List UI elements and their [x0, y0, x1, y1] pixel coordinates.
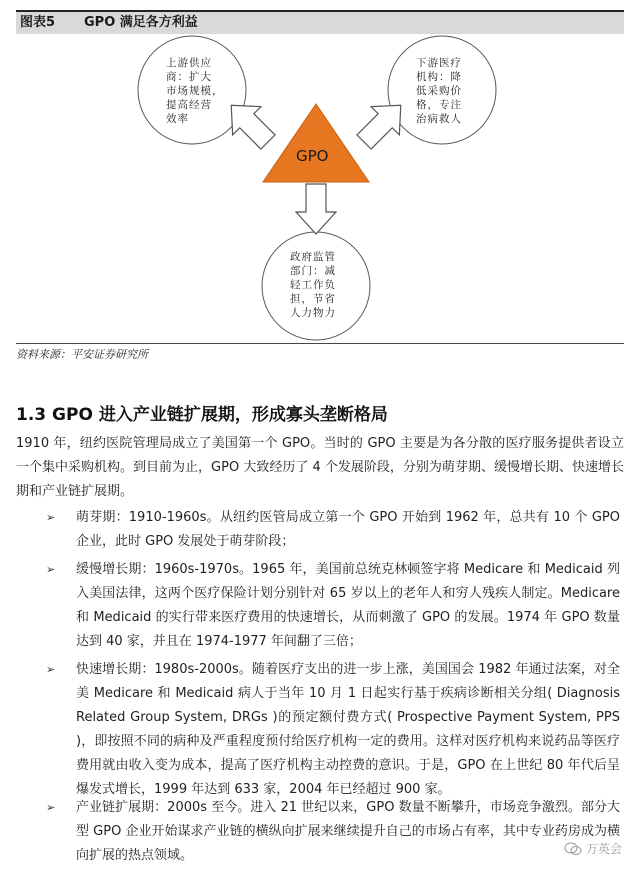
watermark-text: 万英会 — [585, 842, 622, 856]
gpo-triangle — [263, 104, 369, 182]
bullet-marker-icon: ➢ — [46, 663, 56, 676]
bullet-marker-icon: ➢ — [46, 801, 56, 814]
figure-header — [16, 10, 624, 34]
upstream-text: 上游供应 商：扩大 市场规模， 提高经营 效率 — [166, 57, 224, 125]
gpo-center-label: GPO — [296, 147, 329, 165]
bullet-marker-icon: ➢ — [46, 563, 56, 576]
government-text: 政府监管 部门：减 轻工作负 担，节省 人力物力 — [290, 251, 336, 319]
downstream-text: 下游医疗 机构：降 低采购价 格，专注 治病救人 — [416, 57, 462, 125]
stage-rapid-growth: 快速增长期：1980s-2000s。随着医疗支出的进一步上涨，美国国会 1982 年通过法案，对全美 Medicare 和 Medicaid 病人于当年 10 月 1 日起实行基于疾病诊断相关分组( Diagnosis Related Group System, DRGs )的预定额付费方式( Prospective Payment System, PPS )，即按照不同的病种及严重程度预付给医疗机构一定的费用。这样对医疗机构来说药品等医疗费用就由收入变为成本，提高了医疗机构主动控费的意识。于是，GPO 在上世纪 80 年代后呈爆发式增长，1999 年达到 633 家，2004 年已经超过 900 家。 — [76, 662, 620, 797]
watermark — [564, 840, 622, 857]
intro-paragraph: 1910 年，纽约医院管理局成立了美国第一个 GPO。当时的 GPO 主要是为各分散的医疗服务提供者设立一个集中采购机构。到目前为止，GPO 大致经历了 4 个发展阶段，分别为萌芽期、缓慢增长期、快速增长期和产业链扩展期。 — [16, 436, 624, 499]
wechat-icon — [564, 842, 582, 856]
arrow-to-government-icon — [296, 184, 336, 234]
figure-title: GPO 满足各方利益 — [84, 15, 198, 30]
section-title: 1.3 GPO 进入产业链扩展期，形成寡头垄断格局 — [16, 405, 388, 425]
stage-slow-growth: 缓慢增长期：1960s-1970s。1965 年，美国前总统克林顿签字将 Medicare 和 Medicaid 列入美国法律，这两个医疗保险计划分别针对 65 岁以上的老年人和穷人残疾人制定。Medicare 和 Medicaid 的实行带来医疗费用的快速增长，从而刺激了 GPO 的发展。1974 年 GPO 数量达到 40 家，并且在 1974-1977 年间翻了三倍； — [76, 562, 620, 649]
figure-source: 资料来源：平安证券研究所 — [16, 343, 624, 362]
bullet-marker-icon: ➢ — [46, 511, 56, 524]
stage-chain-expansion: 产业链扩展期：2000s 至今。进入 21 世纪以来，GPO 数量不断攀升，市场竞争激烈。部分大型 GPO 企业开始谋求产业链的横纵向扩展来继续提升自己的市场占有率，其中专业药房成为横向扩展的热点领域。 — [76, 800, 620, 863]
gpo-diagram — [0, 34, 640, 344]
stage-sprouting: 萌芽期：1910-1960s。从纽约医管局成立第一个 GPO 开始到 1962 年，总共有 10 个 GPO 企业，此时 GPO 发展处于萌芽阶段； — [76, 510, 620, 549]
figure-number: 图表5 — [20, 15, 56, 30]
